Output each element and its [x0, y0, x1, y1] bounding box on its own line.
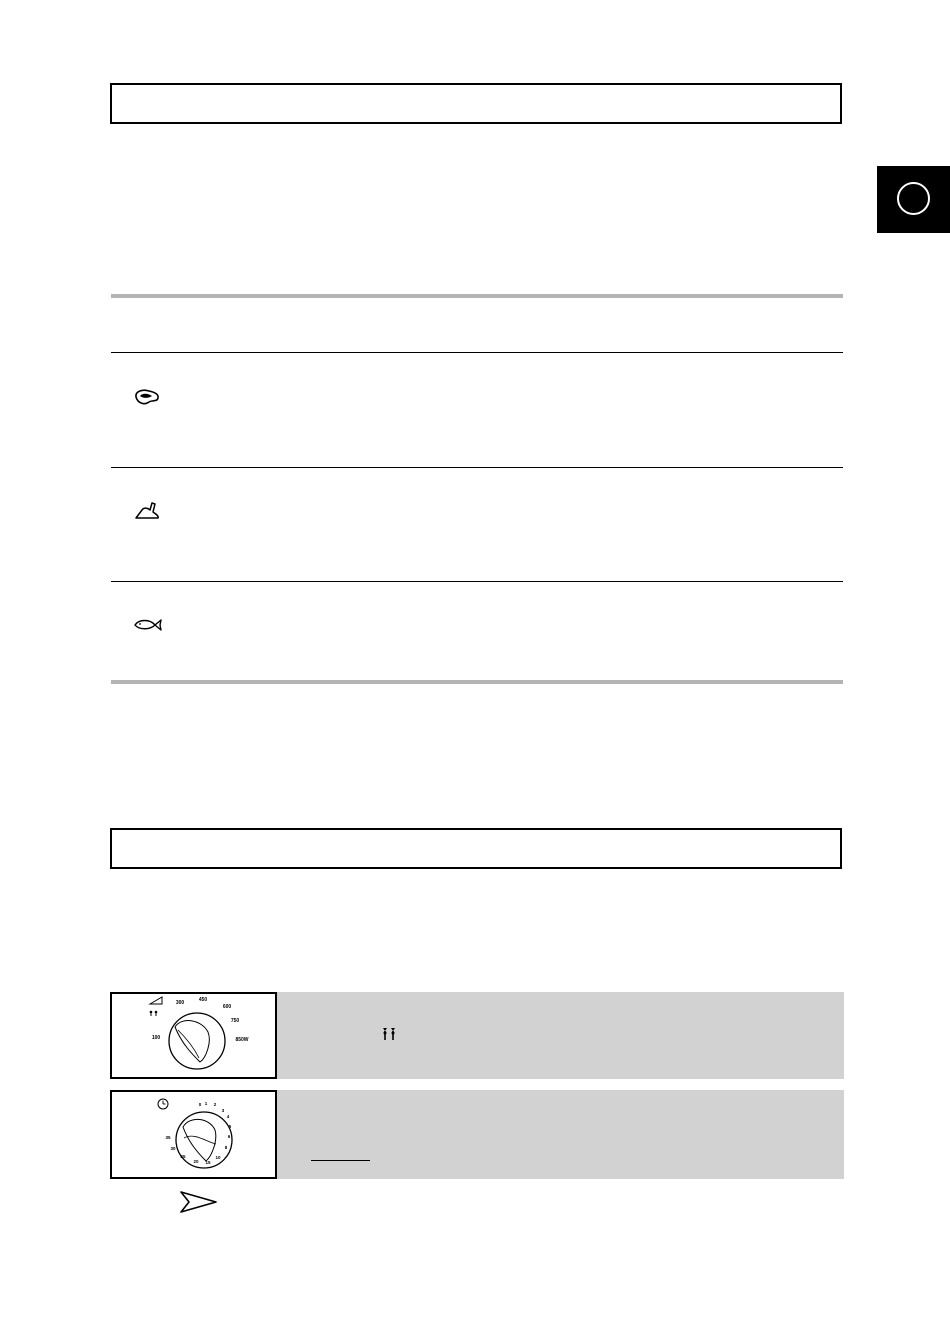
timer-dial-label: 20 — [193, 1159, 199, 1164]
step-panel-power — [110, 992, 844, 1079]
table-row-rule — [111, 467, 843, 468]
table-header-rule — [111, 352, 843, 353]
power-dial-icon — [110, 992, 277, 1079]
timer-dial-label: 5 — [228, 1124, 232, 1129]
timer-dial-label: 2 — [213, 1102, 217, 1107]
timer-dial-label: 15 — [205, 1160, 211, 1165]
clock-icon — [158, 1099, 168, 1109]
underlined-text-mark — [311, 1160, 370, 1161]
circle-icon — [897, 182, 930, 215]
step-panel-timer — [110, 1090, 844, 1179]
timer-dial-label: 1 — [204, 1101, 208, 1106]
fish-icon — [133, 618, 163, 632]
timer-dial-label: 0 — [198, 1102, 202, 1107]
defrost-icon — [381, 1027, 397, 1041]
defrost-icon — [150, 1011, 158, 1016]
meat-icon — [133, 388, 161, 406]
poultry-icon — [133, 500, 161, 522]
table-row-rule — [111, 581, 843, 582]
power-dial-label: 750 — [230, 1018, 240, 1024]
timer-dial-label: 30 — [170, 1146, 176, 1151]
arrow-icon — [180, 1191, 218, 1213]
timer-dial-label: 3 — [221, 1108, 225, 1113]
timer-dial-label: 35 — [165, 1135, 171, 1140]
section-title-box-1 — [110, 83, 842, 124]
power-dial-label: 850W — [235, 1037, 249, 1043]
timer-dial-label: 10 — [215, 1155, 221, 1160]
power-dial-label: 450 — [198, 997, 208, 1003]
language-tab — [877, 166, 950, 233]
table-bottom-rule — [111, 680, 843, 684]
power-dial-label: 300 — [175, 1000, 185, 1006]
section-title-box-2 — [110, 828, 842, 869]
power-level-icon — [150, 997, 162, 1004]
timer-dial-icon — [110, 1090, 277, 1179]
power-dial-label: 600 — [222, 1004, 232, 1010]
table-top-rule — [111, 294, 843, 298]
timer-dial-label: 6 — [227, 1134, 231, 1139]
timer-dial-label: 8 — [224, 1145, 228, 1150]
power-dial-label: 100 — [151, 1035, 161, 1041]
timer-dial-label: 25 — [180, 1154, 186, 1159]
timer-dial-label: 4 — [226, 1114, 230, 1119]
